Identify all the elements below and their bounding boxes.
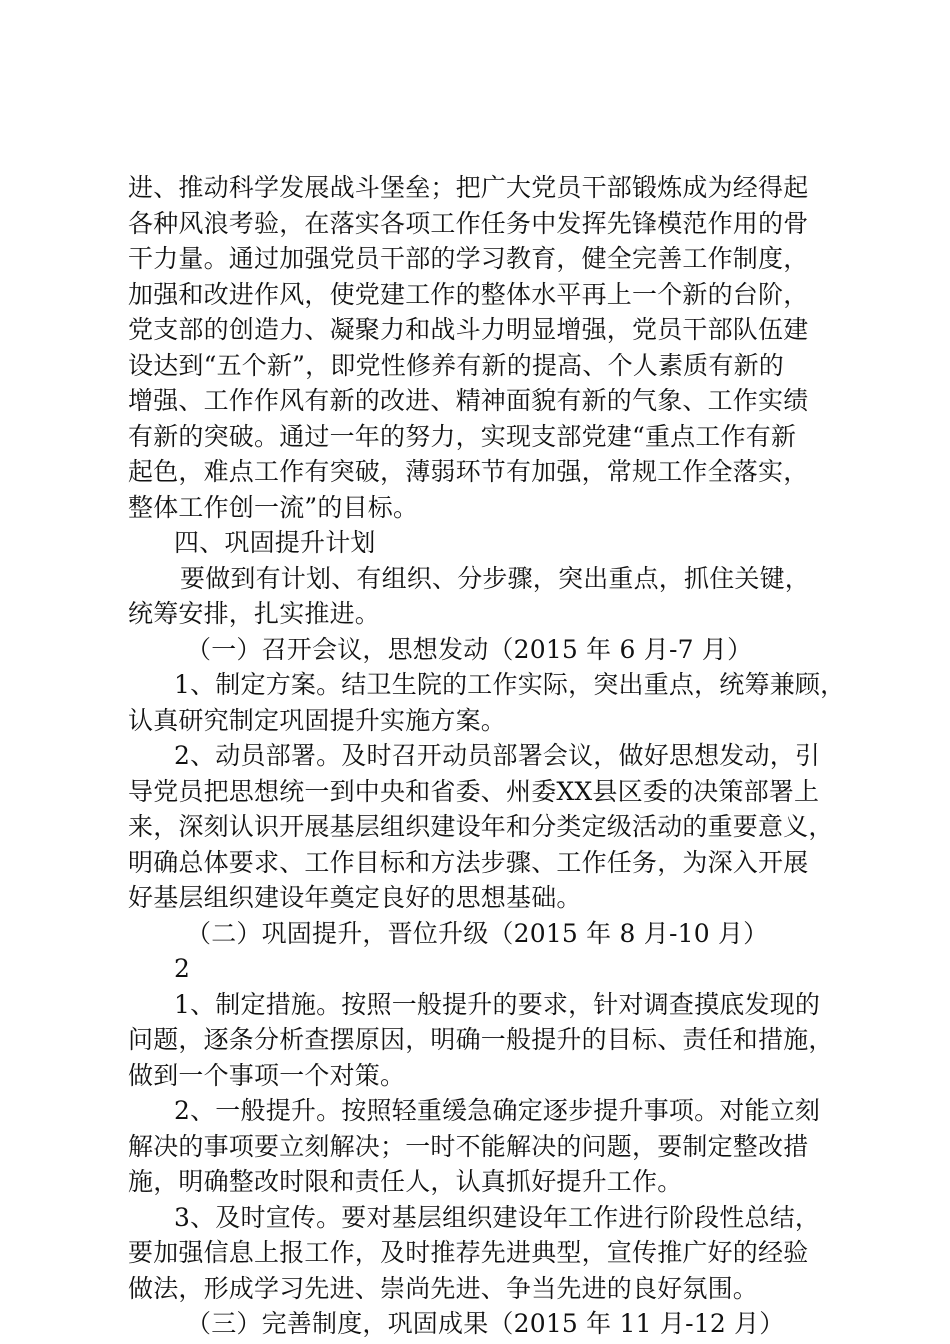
body-line: 明确总体要求、工作目标和方法步骤、工作任务，为深入开展 [128, 847, 809, 877]
body-line: 解决的事项要立刻解决；一时不能解决的问题，要制定整改措 [128, 1131, 809, 1161]
subsection-heading: （三）完善制度，巩固成果（2015 年 11 月-12 月） [186, 1309, 785, 1338]
body-line: 起色，难点工作有突破，薄弱环节有加强，常规工作全落实， [128, 457, 809, 486]
body-line: 来，深刻认识开展基层组织建设年和分类定级活动的重要意义， [128, 812, 834, 841]
body-line: 各种风浪考验，在落实各项工作任务中发挥先锋模范作用的骨 [128, 208, 809, 238]
body-line: 导党员把思想统一到中央和省委、州委XX县区委的决策部署上 [128, 776, 820, 806]
body-line: 进、推动科学发展战斗堡垒；把广大党员干部锻炼成为经得起 [128, 173, 809, 202]
paragraph-start: 1、制定方案。结卫生院的工作实际，突出重点，统筹兼顾， [174, 670, 846, 699]
subsection-heading: （一）召开会议，思想发动（2015 年 6 月-7 月） [186, 634, 753, 664]
paragraph-start: 要做到有计划、有组织、分步骤，突出重点，抓住关键， [180, 563, 811, 593]
body-line: 认真研究制定巩固提升实施方案。 [128, 705, 507, 735]
body-line: 统筹安排，扎实推进。 [128, 599, 381, 628]
body-line: 好基层组织建设年奠定良好的思想基础。 [128, 883, 582, 912]
paragraph-start: 2、动员部署。及时召开动员部署会议，做好思想发动，引 [174, 741, 821, 770]
document-body [128, 170, 846, 1342]
page-number: 2 [174, 954, 191, 983]
paragraph-start: 2、一般提升。按照轻重缓急确定逐步提升事项。对能立刻 [174, 1096, 821, 1125]
body-line: 增强、工作作风有新的改进、精神面貌有新的气象、工作实绩 [128, 386, 809, 415]
body-line: 干力量。通过加强党员干部的学习教育，健全完善工作制度， [128, 244, 809, 273]
body-line: 要加强信息上报工作，及时推荐先进典型，宣传推广好的经验 [128, 1238, 809, 1267]
paragraph-start: 3、及时宣传。要对基层组织建设年工作进行阶段性总结， [174, 1202, 821, 1232]
body-line: 有新的突破。通过一年的努力，实现支部党建“重点工作有新 [128, 421, 797, 451]
body-line: 党支部的创造力、凝聚力和战斗力明显增强，党员干部队伍建 [128, 315, 809, 344]
subsection-heading: （二）巩固提升，晋位升级（2015 年 8 月-10 月） [186, 918, 769, 948]
body-line: 设达到“五个新”，即党性修养有新的提高、个人素质有新的 [128, 350, 784, 380]
body-line: 施，明确整改时限和责任人，认真抓好提升工作。 [128, 1167, 683, 1196]
body-line: 做到一个事项一个对策。 [128, 1060, 406, 1090]
body-line: 做法，形成学习先进、崇尚先进、争当先进的良好氛围。 [128, 1273, 759, 1303]
paragraph-start: 1、制定措施。按照一般提升的要求，针对调查摸底发现的 [174, 989, 821, 1019]
body-line: 问题，逐条分析查摆原因，明确一般提升的目标、责任和措施， [128, 1025, 834, 1054]
body-line: 加强和改进作风，使党建工作的整体水平再上一个新的台阶， [128, 279, 809, 309]
body-line: 整体工作创一流”的目标。 [128, 492, 419, 522]
section-heading: 四、巩固提升计划 [174, 528, 376, 557]
